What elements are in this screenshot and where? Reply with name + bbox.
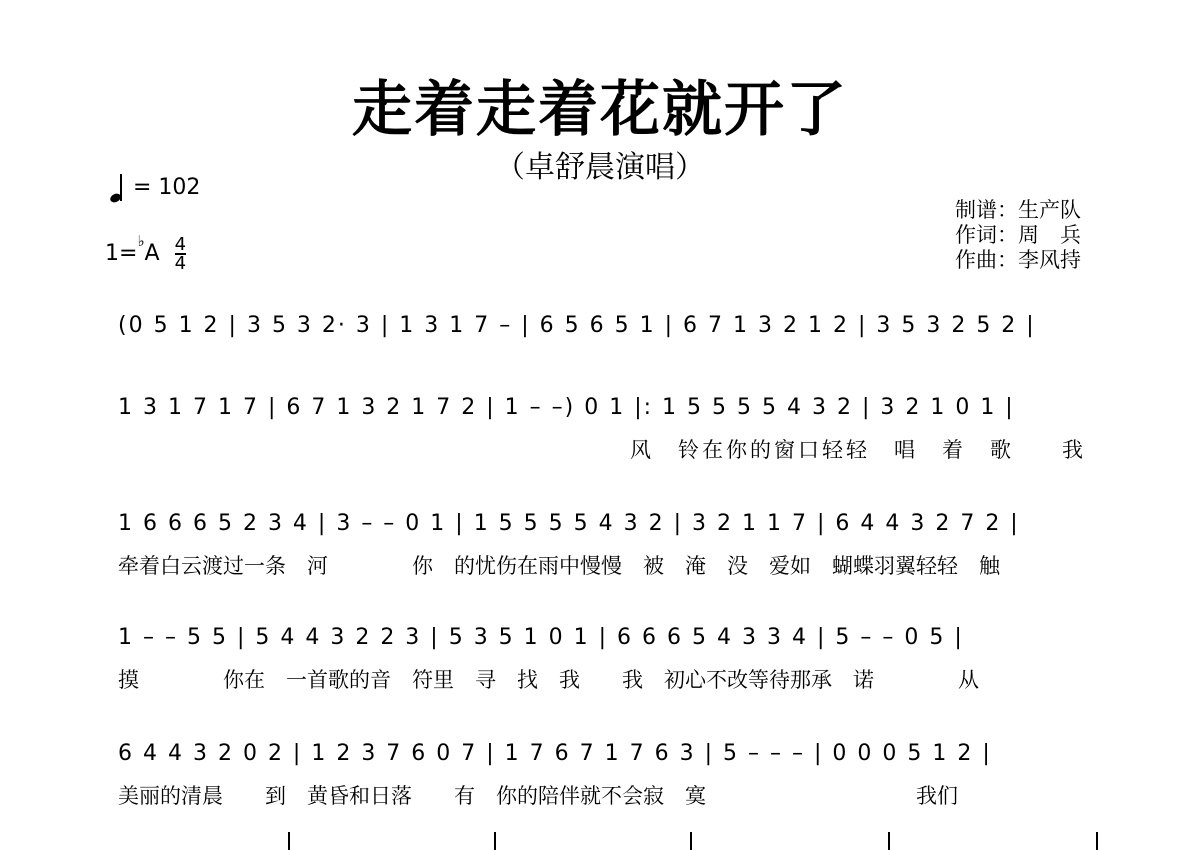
flat-sign: ♭	[137, 232, 145, 250]
lyric-text: 牵着白云渡过一条 河 你 的忧伤在雨中慢慢 被 淹 没 爱如 蝴蝶羽翼轻轻 触	[118, 554, 1000, 578]
key-prefix: 1=	[105, 241, 138, 266]
quarter-note-icon	[108, 172, 126, 204]
lyric-line	[0, 546, 1200, 586]
barline	[494, 832, 496, 850]
transcriber-credit: 制谱：生产队	[955, 198, 1081, 222]
lyric-text: 摸 你在 一首歌的音 符里 寻 找 我 我 初心不改等待那承 诺 从	[118, 668, 979, 692]
staff-row-3	[0, 502, 1200, 592]
barline	[288, 832, 290, 850]
lyric-line	[0, 660, 1200, 700]
time-signature	[175, 236, 186, 272]
lyric-text: 风 铃在你的窗口轻轻 唱 着 歌 我	[630, 438, 1086, 462]
credits	[955, 198, 1081, 273]
page-subtitle: （卓舒晨演唱）	[495, 150, 705, 185]
lyric-line	[0, 776, 1200, 816]
staff-row-1	[0, 304, 1200, 394]
notation-text: (0 5 1 2 | 3 5 3 2· 3 | 1 3 1 7 – | 6 5 6 5 1 | 6 7 1 3 2 1 2 | 3 5 3 2 5 2 |	[118, 313, 1036, 338]
time-signature-top: 4	[174, 234, 187, 255]
notation-text: 1 3 1 7 1 7 | 6 7 1 3 2 1 7 2 | 1 – –) 0 1 |: 1 5 5 5 5 4 3 2 | 3 2 1 0 1 |	[118, 395, 1015, 420]
composer-credit: 作曲：李风持	[955, 248, 1081, 272]
barline	[888, 832, 890, 850]
lyric-line	[0, 430, 1200, 470]
notation-text: 1 – – 5 5 | 5 4 4 3 2 2 3 | 5 3 5 1 0 1 | 6 6 6 5 4 3 3 4 | 5 – – 0 5 |	[118, 625, 964, 650]
notation-text: 6 4 4 3 2 0 2 | 1 2 3 7 6 0 7 | 1 7 6 7 1 7 6 3 | 5 – – – | 0 0 0 5 1 2 |	[118, 741, 992, 766]
barline	[690, 832, 692, 850]
staff-row-2	[0, 386, 1200, 476]
barline	[1096, 832, 1098, 850]
staff-row-4	[0, 616, 1200, 706]
next-row-barlines	[0, 832, 1200, 850]
time-signature-bottom: 4	[174, 253, 187, 274]
notation-text: 1 6 6 6 5 2 3 4 | 3 – – 0 1 | 1 5 5 5 5 4 3 2 | 3 2 1 1 7 | 6 4 4 3 2 7 2 |	[118, 511, 1020, 536]
lyric-text: 美丽的清晨 到 黄昏和日落 有 你的陪伴就不会寂 寞 我们	[118, 784, 958, 808]
key-note: A	[144, 241, 160, 266]
notation-line	[0, 732, 1200, 776]
tempo-value: = 102	[133, 175, 201, 200]
notation-line	[0, 616, 1200, 660]
notation-line	[0, 304, 1200, 348]
lyric-line	[0, 348, 1200, 388]
notation-line	[0, 386, 1200, 430]
lyricist-credit: 作词：周 兵	[955, 223, 1081, 247]
tempo-marking	[108, 170, 200, 206]
staff-row-5	[0, 732, 1200, 822]
key-signature	[105, 232, 186, 277]
page-title: 走着走着花就开了	[352, 75, 848, 145]
notation-line	[0, 502, 1200, 546]
